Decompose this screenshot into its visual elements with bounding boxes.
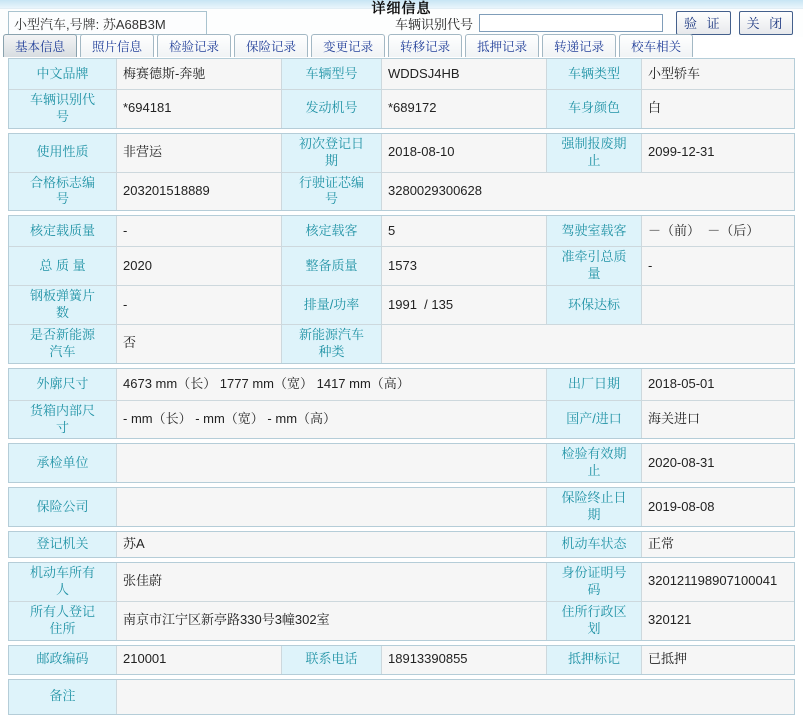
field-value: 海关进口 — [641, 401, 794, 439]
field-value: 2018-08-10 — [381, 134, 546, 172]
field-value — [641, 286, 794, 324]
field-value — [381, 325, 794, 363]
field-label: 整备质量 — [281, 247, 381, 285]
field-label: 驾驶室载客 — [546, 216, 641, 246]
field-group — [8, 443, 795, 483]
field-value: WDDSJ4HB — [381, 59, 546, 89]
field-group — [8, 487, 795, 527]
field-value: －（前） －（后） — [641, 216, 794, 246]
field-value: 1573 — [381, 247, 546, 285]
table-row — [9, 444, 794, 482]
table-row — [9, 134, 794, 172]
tab-8[interactable]: 转递记录 — [542, 34, 616, 57]
field-label: 中文品牌 — [9, 59, 116, 89]
field-value: 18913390855 — [381, 646, 546, 674]
field-value: 已抵押 — [641, 646, 794, 674]
info-bar — [0, 9, 803, 37]
field-label: 行驶证芯编号 — [281, 173, 381, 211]
field-label: 所有人登记住所 — [9, 602, 116, 640]
field-value: *689172 — [381, 90, 546, 128]
field-label: 住所行政区划 — [546, 602, 641, 640]
field-value: 5 — [381, 216, 546, 246]
table-row — [9, 369, 794, 400]
table-row — [9, 488, 794, 526]
table-row — [9, 532, 794, 557]
field-label: 检验有效期止 — [546, 444, 641, 482]
field-label: 是否新能源汽车 — [9, 325, 116, 363]
field-label: 备注 — [9, 680, 116, 714]
verify-button[interactable]: 验 证 — [676, 11, 731, 35]
table-row — [9, 172, 794, 211]
field-value: 3280029300628 — [381, 173, 794, 211]
table-row — [9, 216, 794, 246]
field-value: 2020 — [116, 247, 281, 285]
field-label: 身份证明号码 — [546, 563, 641, 601]
field-label: 机动车状态 — [546, 532, 641, 557]
field-group — [8, 562, 795, 641]
field-label: 准牵引总质量 — [546, 247, 641, 285]
field-group — [8, 58, 795, 129]
field-value: 南京市江宁区新亭路330号3幢302室 — [116, 602, 546, 640]
table-row — [9, 601, 794, 640]
field-value: 白 — [641, 90, 794, 128]
field-group — [8, 215, 795, 363]
field-label: 强制报废期止 — [546, 134, 641, 172]
field-label: 承检单位 — [9, 444, 116, 482]
field-value: 203201518889 — [116, 173, 281, 211]
field-label: 初次登记日期 — [281, 134, 381, 172]
field-value — [116, 444, 546, 482]
table-row — [9, 563, 794, 601]
field-value: - — [116, 216, 281, 246]
field-label: 核定载客 — [281, 216, 381, 246]
field-group — [8, 531, 795, 558]
field-label: 保险终止日期 — [546, 488, 641, 526]
field-value: 2020-08-31 — [641, 444, 794, 482]
field-label: 联系电话 — [281, 646, 381, 674]
field-label: 邮政编码 — [9, 646, 116, 674]
vin-label: 车辆识别代号 — [395, 16, 474, 32]
field-label: 出厂日期 — [546, 369, 641, 400]
field-value: 非营运 — [116, 134, 281, 172]
field-value: 2018-05-01 — [641, 369, 794, 400]
vin-input[interactable] — [479, 14, 663, 32]
field-label: 国产/进口 — [546, 401, 641, 439]
field-value: 否 — [116, 325, 281, 363]
field-label: 核定载质量 — [9, 216, 116, 246]
field-value — [116, 488, 546, 526]
field-value: - mm（长） - mm（宽） - mm（高） — [116, 401, 546, 439]
tab-7[interactable]: 抵押记录 — [465, 34, 539, 57]
field-label: 合格标志编号 — [9, 173, 116, 211]
field-value: 4673 mm（长） 1777 mm（宽） 1417 mm（高） — [116, 369, 546, 400]
table-row — [9, 89, 794, 128]
table-row — [9, 680, 794, 714]
field-value: 2019-08-08 — [641, 488, 794, 526]
field-value: 2099-12-31 — [641, 134, 794, 172]
field-value: 苏A — [116, 532, 546, 557]
field-label: 新能源汽车种类 — [281, 325, 381, 363]
field-label: 使用性质 — [9, 134, 116, 172]
field-value: - — [641, 247, 794, 285]
tab-2[interactable]: 照片信息 — [80, 34, 154, 57]
table-row — [9, 285, 794, 324]
field-group — [8, 679, 795, 715]
field-label: 机动车所有人 — [9, 563, 116, 601]
field-label: 发动机号 — [281, 90, 381, 128]
window-titlebar — [0, 0, 803, 16]
field-value: - — [116, 286, 281, 324]
vehicle-summary: 小型汽车,号牌: 苏A68B3M — [8, 11, 207, 35]
field-label: 钢板弹簧片数 — [9, 286, 116, 324]
field-label: 排量/功率 — [281, 286, 381, 324]
tab-1[interactable]: 基本信息 — [3, 34, 77, 57]
field-value: 210001 — [116, 646, 281, 674]
close-button[interactable]: 关 闭 — [739, 11, 794, 35]
field-label: 登记机关 — [9, 532, 116, 557]
field-label: 车辆型号 — [281, 59, 381, 89]
field-group — [8, 645, 795, 675]
table-row — [9, 246, 794, 285]
field-value: 张佳蔚 — [116, 563, 546, 601]
field-label: 抵押标记 — [546, 646, 641, 674]
field-value: 正常 — [641, 532, 794, 557]
field-label: 外廓尺寸 — [9, 369, 116, 400]
field-label: 保险公司 — [9, 488, 116, 526]
field-label: 总 质 量 — [9, 247, 116, 285]
field-label: 环保达标 — [546, 286, 641, 324]
tab-5[interactable]: 变更记录 — [311, 34, 385, 57]
field-value — [116, 680, 794, 714]
tab-9[interactable]: 校车相关 — [619, 34, 693, 57]
tab-3[interactable]: 检验记录 — [157, 34, 231, 57]
field-value: 320121198907100041 — [641, 563, 794, 601]
tab-6[interactable]: 转移记录 — [388, 34, 462, 57]
field-value: *694181 — [116, 90, 281, 128]
field-value: 小型轿车 — [641, 59, 794, 89]
table-row — [9, 400, 794, 439]
info-table — [8, 58, 795, 715]
field-label: 车身颜色 — [546, 90, 641, 128]
table-row — [9, 646, 794, 674]
field-label: 车辆识别代号 — [9, 90, 116, 128]
tab-4[interactable]: 保险记录 — [234, 34, 308, 57]
table-row — [9, 324, 794, 363]
tab-bar — [0, 37, 803, 57]
field-label: 车辆类型 — [546, 59, 641, 89]
field-value: 梅赛德斯-奔驰 — [116, 59, 281, 89]
field-value: 1991 / 135 — [381, 286, 546, 324]
field-group — [8, 368, 795, 440]
field-value: 320121 — [641, 602, 794, 640]
table-row — [9, 59, 794, 89]
window-title: 详细信息 — [371, 0, 432, 16]
field-label: 货箱内部尺寸 — [9, 401, 116, 439]
field-group — [8, 133, 795, 212]
